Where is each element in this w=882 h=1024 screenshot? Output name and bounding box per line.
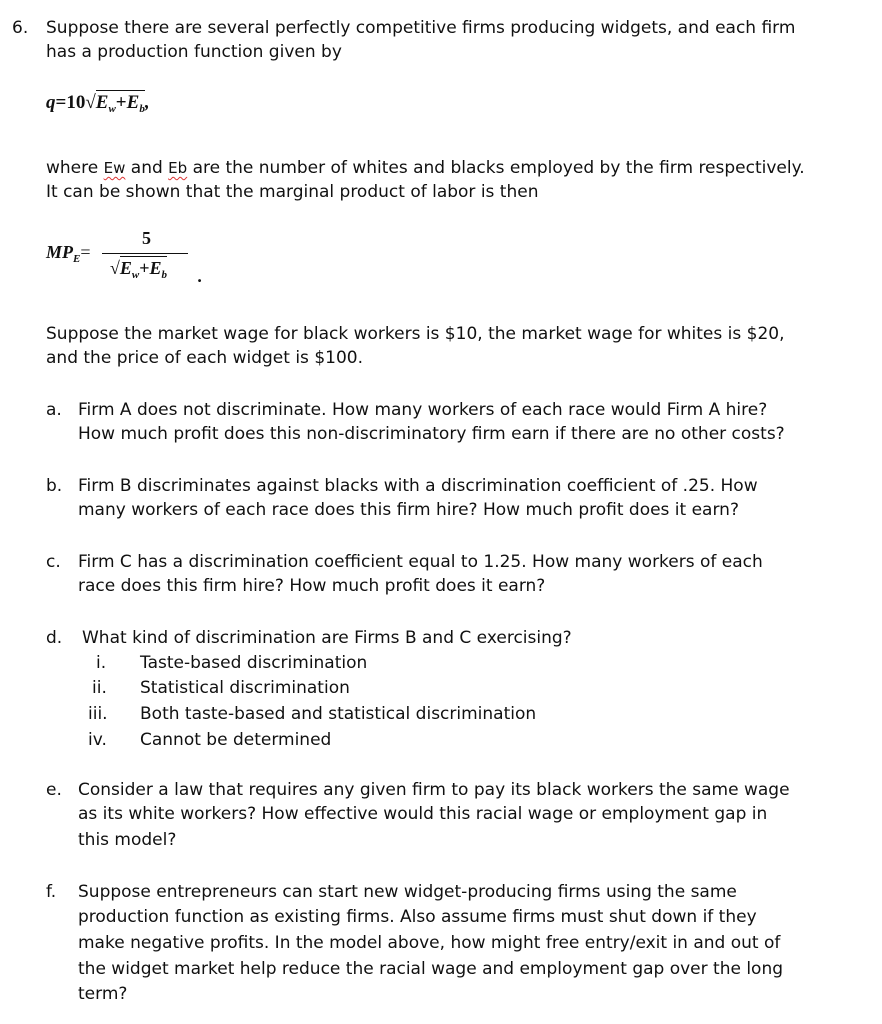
option-ii-label: ii. bbox=[92, 678, 107, 698]
part-c-line-1: Firm C has a discrimination coefficient equal to 1.25. How many workers of each bbox=[78, 552, 763, 572]
market-line-1: Suppose the market wage for black workers is $10, the market wage for whites is $20, bbox=[46, 324, 785, 344]
mp-period: . bbox=[198, 266, 203, 286]
marginal-product-formula bbox=[46, 226, 246, 296]
formula-ew-sub: w bbox=[108, 103, 116, 115]
part-c-line-2: race does this firm hire? How much profit does it earn? bbox=[78, 576, 546, 596]
part-d-line-1: What kind of discrimination are Firms B and C exercising? bbox=[82, 628, 572, 648]
option-i-label: i. bbox=[96, 653, 107, 673]
option-iii-label: iii. bbox=[88, 704, 108, 724]
sqrt-body bbox=[96, 90, 145, 113]
part-b-label: b. bbox=[46, 476, 63, 496]
part-a-label: a. bbox=[46, 400, 62, 420]
where-word: where bbox=[46, 158, 99, 178]
part-c-label: c. bbox=[46, 552, 61, 572]
option-iv-label: iv. bbox=[88, 730, 107, 750]
formula-coefficient: 10 bbox=[66, 92, 86, 113]
formula-q: q bbox=[46, 92, 56, 113]
part-e-line-3: this model? bbox=[78, 830, 177, 850]
part-e-line-2: as its white workers? How effective would this racial wage or employment gap in bbox=[78, 804, 768, 824]
part-f-line-4: the widget market help reduce the racial wage and employment gap over the long bbox=[78, 959, 784, 979]
part-a-line-1: Firm A does not discriminate. How many workers of each race would Firm A hire? bbox=[78, 400, 768, 420]
question-number: 6. bbox=[12, 18, 29, 38]
fraction-bar bbox=[102, 253, 188, 254]
mp-numerator: 5 bbox=[142, 228, 151, 248]
part-d-label: d. bbox=[46, 628, 63, 648]
mp-lhs: $MP_E=$ bbox=[46, 242, 91, 265]
where-line-1 bbox=[46, 156, 805, 180]
formula-comma: , bbox=[144, 92, 150, 113]
mp-sub: E bbox=[73, 253, 81, 265]
sqrt-icon: √ bbox=[85, 92, 96, 113]
part-f-label: f. bbox=[46, 882, 57, 902]
part-e-line-1: Consider a law that requires any given firm to pay its black workers the same wage bbox=[78, 780, 790, 800]
sqrt-icon: √ bbox=[110, 258, 120, 278]
eb-term: Eb bbox=[168, 159, 188, 177]
part-b-line-1: Firm B discriminates against blacks with a discrimination coefficient of .25. How bbox=[78, 476, 758, 496]
part-a-line-2: How much profit does this non-discriminatory firm earn if there are no other costs? bbox=[78, 424, 785, 444]
part-f-line-1: Suppose entrepreneurs can start new widget-producing firms using the same bbox=[78, 882, 737, 902]
option-iii-text: Both taste-based and statistical discrimination bbox=[140, 704, 537, 724]
formula-eb: E bbox=[126, 92, 140, 113]
ew-term: Ew bbox=[103, 159, 126, 177]
option-i-text: Taste-based discrimination bbox=[140, 653, 368, 673]
mp-equals: = bbox=[80, 242, 91, 262]
formula-eb-sub: b bbox=[139, 103, 145, 115]
intro-line-1: Suppose there are several perfectly competitive firms producing widgets, and each firm bbox=[46, 18, 796, 38]
formula-plus: + bbox=[115, 92, 127, 113]
intro-line-2: has a production function given by bbox=[46, 42, 342, 62]
part-b-line-2: many workers of each race does this firm hire? How much profit does it earn? bbox=[78, 500, 739, 520]
option-iv-text: Cannot be determined bbox=[140, 730, 332, 750]
and-word: and bbox=[130, 158, 163, 178]
option-ii-text: Statistical discrimination bbox=[140, 678, 350, 698]
part-f-line-2: production function as existing firms. Also assume firms must shut down if they bbox=[78, 907, 757, 927]
part-e-label: e. bbox=[46, 780, 62, 800]
market-line-2: and the price of each widget is $100. bbox=[46, 348, 363, 368]
production-function-formula bbox=[46, 92, 150, 122]
mp-denominator: $√E_w+E_b$ bbox=[110, 258, 168, 281]
where-rest: are the number of whites and blacks employed by the firm respectively. bbox=[192, 158, 805, 178]
formula-equals: = bbox=[55, 92, 67, 113]
part-f-line-3: make negative profits. In the model above, how might free entry/exit in and out of bbox=[78, 933, 781, 953]
formula-ew: E bbox=[95, 92, 109, 113]
part-f-line-5: term? bbox=[78, 984, 128, 1004]
where-line-2: It can be shown that the marginal product of labor is then bbox=[46, 182, 539, 202]
